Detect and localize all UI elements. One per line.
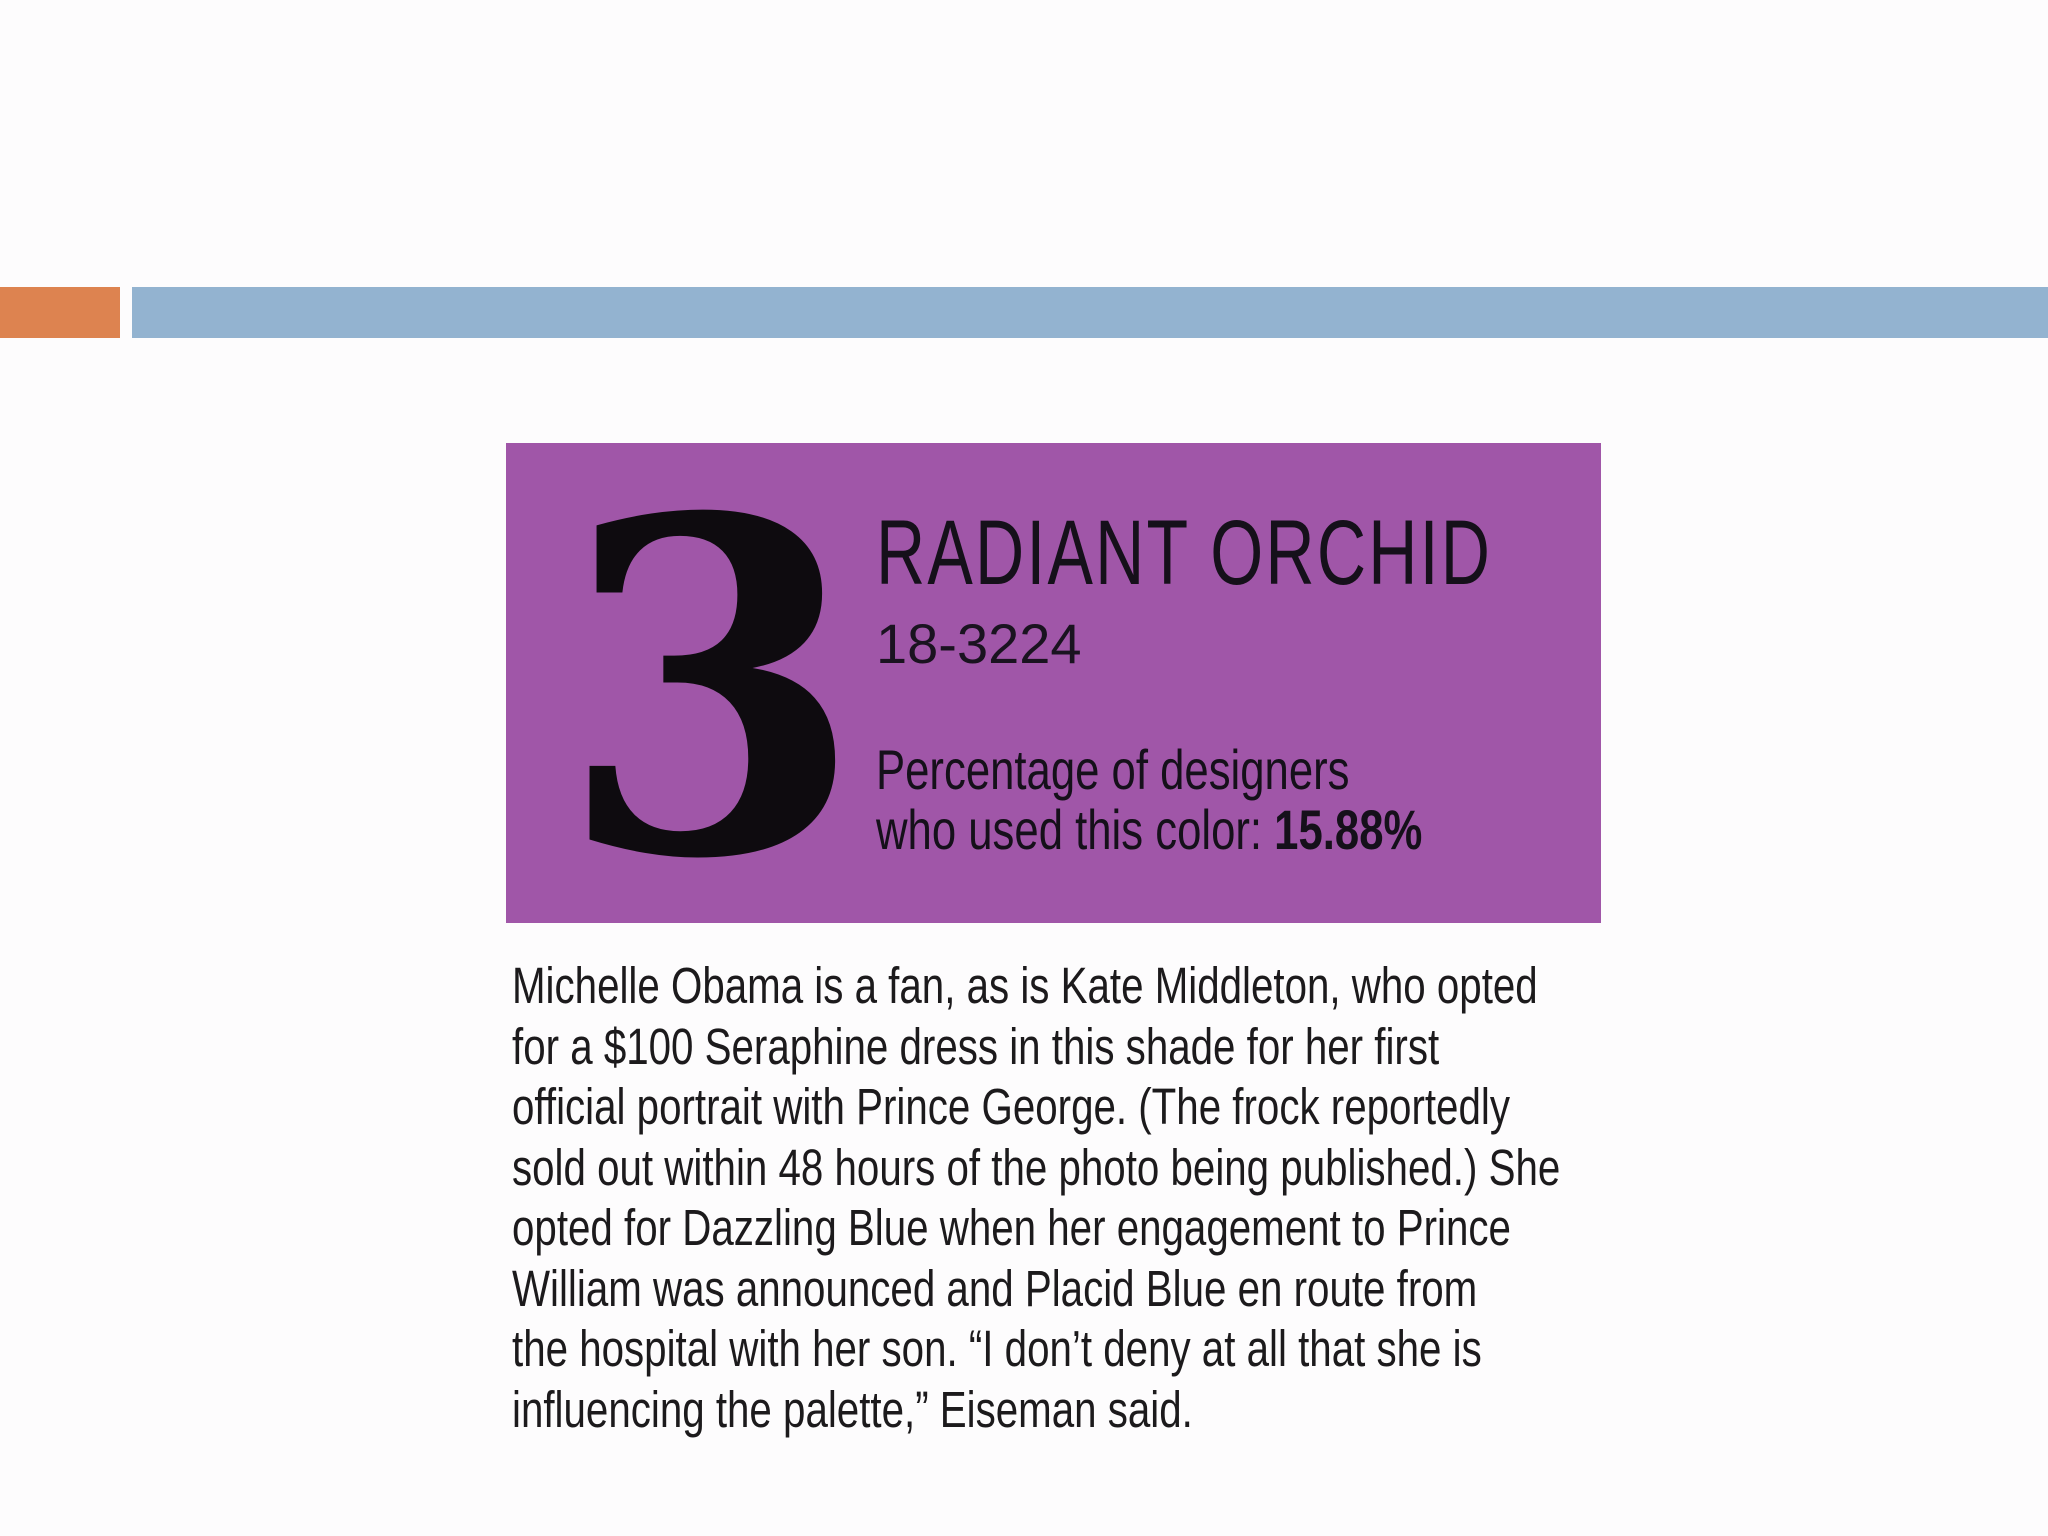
- color-code: 18-3224: [876, 612, 1082, 675]
- paragraph-line: Michelle Obama is a fan, as is Kate Middleton, who opted: [512, 957, 1538, 1014]
- paragraph-line: official portrait with Prince George. (The frock reportedly: [512, 1078, 1510, 1135]
- paragraph-line: sold out within 48 hours of the photo being published.) She: [512, 1138, 1561, 1196]
- usage-statistic: [876, 740, 1422, 860]
- usage-label-prefix: who used this color:: [876, 798, 1275, 861]
- usage-label-line-1: Percentage of designers: [876, 738, 1350, 801]
- article-paragraph: [512, 956, 1560, 1440]
- paragraph-line: the hospital with her son. “I don’t deny at all that she is: [512, 1320, 1482, 1377]
- slide-title-bar: [132, 287, 2048, 338]
- paragraph-line: William was announced and Placid Blue en route from: [512, 1259, 1478, 1317]
- usage-percentage: 15.88%: [1274, 798, 1423, 861]
- usage-label-line-2: [876, 800, 1422, 860]
- color-name: RADIANT ORCHID: [876, 502, 1493, 604]
- paragraph-line: influencing the palette,” Eiseman said.: [512, 1380, 1193, 1438]
- slide-accent-bar: [0, 287, 120, 338]
- paragraph-line: for a $100 Seraphine dress in this shade for her first: [512, 1017, 1440, 1075]
- rank-numeral: 3: [559, 420, 864, 960]
- paragraph-line: opted for Dazzling Blue when her engagement to Prince: [512, 1199, 1511, 1256]
